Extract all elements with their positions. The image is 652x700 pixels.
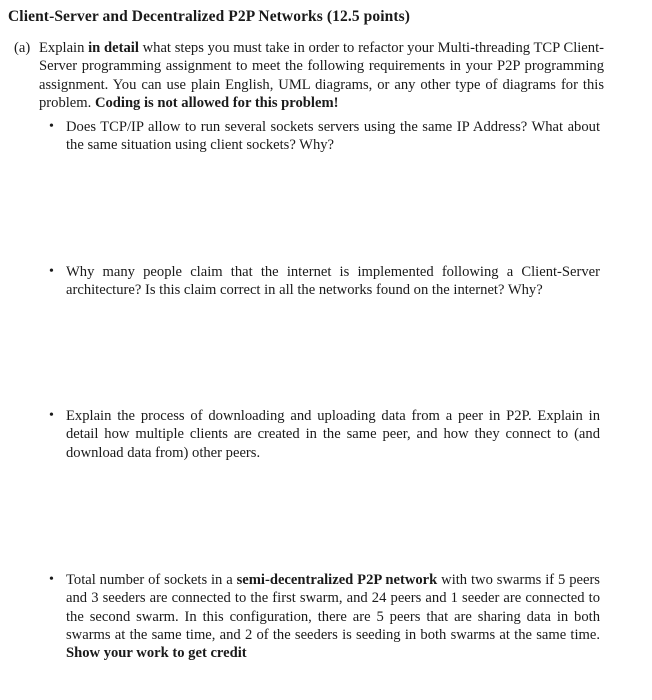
bullet-text-1: Does TCP/IP allow to run several sockets servers using the same IP Address? What about the same situation using client sockets? Why? bbox=[66, 119, 600, 154]
bullet-dot-icon: • bbox=[49, 264, 54, 279]
bullet-text-4 bbox=[66, 571, 600, 662]
bullet-4-text-2: with two swarms if 5 peers and 3 seeders are connected to the first swarm, and 24 peers and 1 seeder are connected to the second swarm. In this configuration, there are 5 peers that are sharing data in both swarms at the same time, and 2 of the seeders is seeding in both swarms at the same time. bbox=[66, 572, 600, 643]
problem-title: Client-Server and Decentralized P2P Networks (12.5 points) bbox=[8, 8, 410, 25]
bullet-item-3 bbox=[49, 407, 600, 462]
part-a-text-2: what steps you must take in order to refactor your Multi-threading TCP Client-Server programming assignment to meet the following requirements in your P2P programming assignment. You can use plain English, UML diagrams, or any other type of diagrams for this problem. bbox=[39, 40, 604, 111]
bullet-item-2 bbox=[49, 263, 600, 300]
bullet-text-3: Explain the process of downloading and uploading data from a peer in P2P. Explain in detail how multiple clients are created in the same peer, and how they connect to (and download data from) other peers. bbox=[66, 408, 600, 461]
bullet-item-1 bbox=[49, 118, 600, 155]
part-a-bold-2: Coding is not allowed for this problem! bbox=[94, 94, 339, 111]
bullet-4-text-1: Total number of sockets in a bbox=[66, 572, 237, 588]
bullet-4-bold-2: Show your work to get credit bbox=[66, 645, 247, 662]
bullet-dot-icon: • bbox=[49, 572, 54, 587]
bullet-text-2: Why many people claim that the internet is implemented following a Client-Server architecture? Is this claim correct in all the networks found on the internet? Why? bbox=[66, 264, 600, 299]
part-a-bold-1: in detail bbox=[88, 40, 139, 56]
bullet-dot-icon: • bbox=[49, 408, 54, 423]
bullet-dot-icon: • bbox=[49, 119, 54, 134]
bullet-item-4 bbox=[49, 571, 600, 662]
bullet-4-bold-1: semi-decentralized P2P network bbox=[236, 572, 438, 588]
part-a-label: (a) bbox=[14, 40, 31, 56]
part-a-text bbox=[39, 39, 604, 112]
part-a bbox=[14, 39, 604, 112]
part-a-text-1: Explain bbox=[39, 40, 89, 56]
